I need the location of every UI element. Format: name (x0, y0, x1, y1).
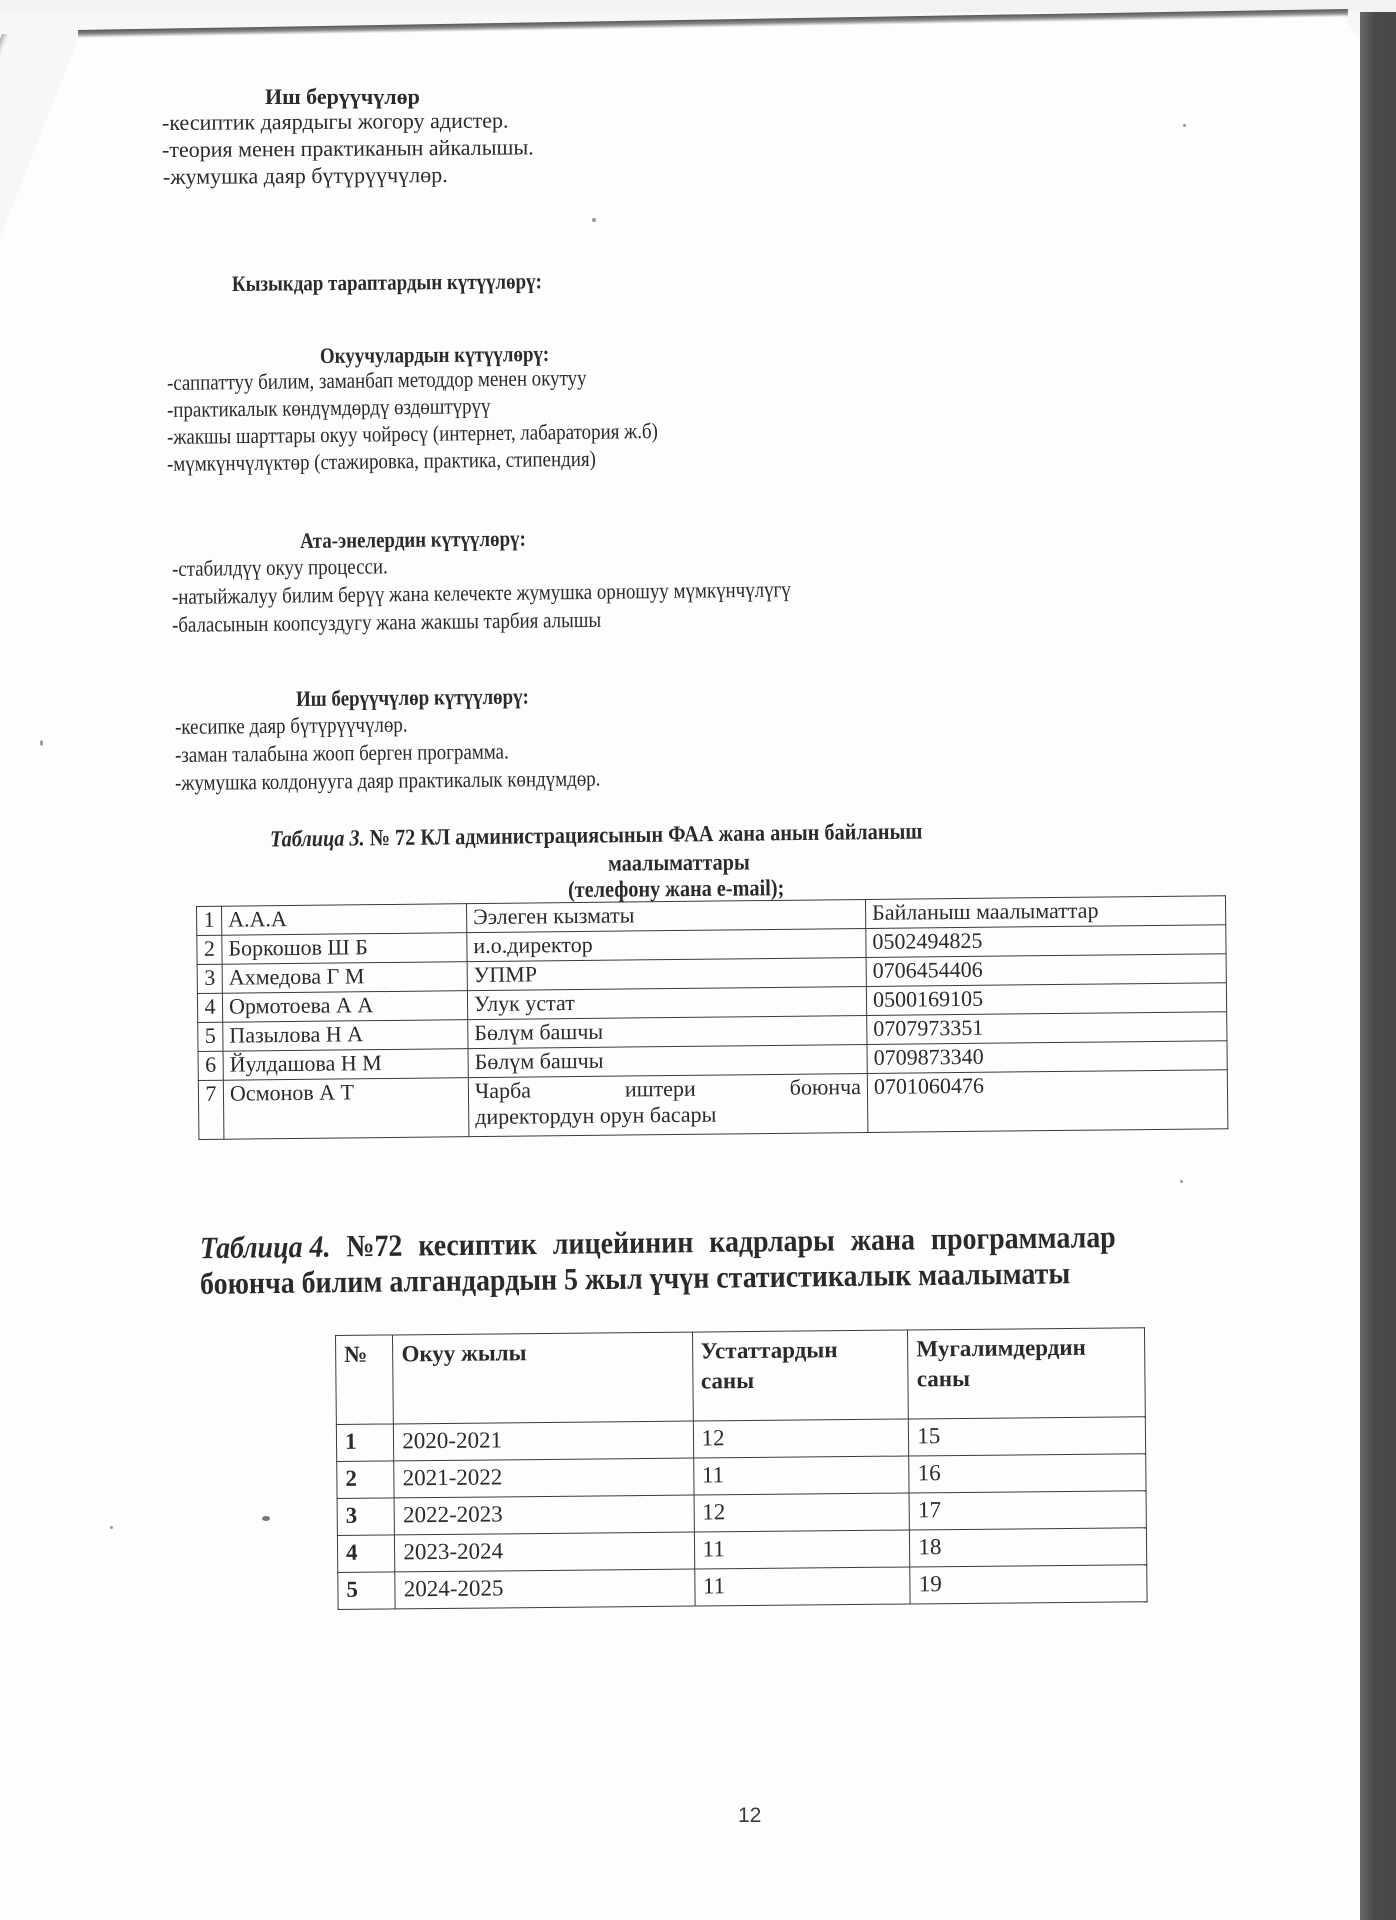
scan-speck (262, 1516, 270, 1521)
table-row (198, 1070, 1228, 1140)
employers-expectations-item-text: -заман талабына жооп берген программа. (174, 738, 509, 767)
students-heading-text: Окуучулардын күтүүлөрү: (319, 341, 550, 368)
instructors-count: 12 (693, 1419, 909, 1458)
students-item-text: -саппаттуу билим, заманбап методдор менен окутуу (166, 364, 587, 395)
staff-phone: 0502494825 (866, 925, 1226, 958)
row-number: 4 (337, 1535, 395, 1573)
staff-phone: 0706454406 (866, 954, 1226, 987)
row-number: 7 (198, 1080, 224, 1139)
position-word: боюнча (789, 1074, 862, 1100)
academic-year: 2021-2022 (394, 1458, 694, 1498)
table4-caption-line2-text: боюнча билим алгандардын 5 жыл үчүн статистикалык маалыматы (199, 1255, 1071, 1301)
stakeholders-heading (232, 268, 592, 297)
position-word: иштери (624, 1075, 696, 1102)
column-header-instructors-count (692, 1330, 909, 1421)
staff-position (468, 1073, 868, 1136)
students-item-text: -жакшы шарттары окуу чойрөсү (интернет, лабаратория ж.б) (166, 418, 658, 449)
table-row (338, 1565, 1147, 1610)
teachers-count: 17 (909, 1491, 1146, 1530)
table3-caption-text: № 72 КЛ администрациясынын ФАА жана анын байланыш (364, 818, 923, 851)
students-item (167, 364, 655, 396)
administration-contacts-table (196, 895, 1228, 1140)
row-number: 1 (197, 906, 222, 935)
employers-expectations-item-text: -кесипке даяр бүтүрүүчүлөр. (174, 711, 408, 739)
column-header-academic-year: Окуу жылы (393, 1332, 693, 1424)
table3-caption-line1 (270, 817, 1012, 852)
row-number: 2 (337, 1461, 395, 1499)
students-item (167, 392, 543, 423)
staff-position: Бөлүм башчы (468, 1015, 867, 1048)
table-header-row (336, 1328, 1146, 1425)
instructors-count: 12 (694, 1493, 910, 1532)
scan-speck (40, 740, 43, 746)
instructors-count: 11 (694, 1567, 910, 1606)
teachers-count: 18 (910, 1528, 1147, 1567)
staff-name: Пазылова Н А (223, 1020, 468, 1052)
table3-caption-line2 (608, 849, 769, 876)
header-text: Мугалимдердин (916, 1334, 1086, 1362)
employers-item: -кесиптик даярдыгы жогору адистер. (161, 107, 509, 135)
students-item (167, 445, 666, 477)
staff-phone: 0707973351 (867, 1012, 1227, 1045)
row-number: 5 (338, 1572, 396, 1610)
academic-year: 2022-2023 (394, 1495, 694, 1535)
academic-year: 2023-2024 (395, 1532, 695, 1572)
employers-expectations-item (175, 711, 446, 740)
employers-item: -жумушка даяр бүтүрүүчүлөр. (162, 162, 448, 189)
column-header-teachers-count (908, 1328, 1146, 1419)
employers-expectations-heading (296, 683, 567, 712)
header-text: саны (916, 1365, 971, 1392)
header-text: саны (700, 1367, 755, 1394)
students-item-text: -практикалык көндүмдөрдү өздөштүрүү (166, 393, 491, 422)
staff-name: Йулдашова Н М (223, 1049, 468, 1081)
staff-statistics-table (335, 1327, 1148, 1610)
students-item-text: -мүмкүнчүлүктөр (стажировка, практика, стипендия) (166, 445, 597, 476)
scan-speck (592, 218, 596, 222)
parents-item-text: -натыйжалуу билим берүү жана келечекте жумушка орношуу мүмкүнчүлүгү (171, 576, 791, 609)
parents-heading (300, 525, 563, 554)
table3-caption-line2-text: маалыматтары (607, 849, 750, 876)
staff-position: Бөлүм башчы (468, 1044, 867, 1077)
staff-position: УПМР (467, 957, 866, 990)
column-header-name: А.А.А (222, 904, 467, 936)
staff-position: Улук устат (467, 986, 866, 1019)
row-number: 3 (197, 964, 222, 993)
table3-caption-line3 (568, 875, 814, 903)
staff-phone: 0709873340 (867, 1041, 1227, 1074)
staff-phone: 0500169105 (866, 983, 1226, 1016)
staff-position: и.о.директор (467, 928, 866, 961)
instructors-count: 11 (693, 1456, 909, 1495)
staff-name: Ормотоева А А (222, 991, 467, 1023)
table4-caption-label: Таблица 4. (199, 1228, 331, 1266)
row-number: 5 (198, 1022, 223, 1051)
teachers-count: 19 (910, 1565, 1147, 1604)
table4-caption-text: №72 кесиптик лицейинин кадрлары жана программалар (330, 1219, 1116, 1264)
row-number: 2 (197, 935, 222, 964)
column-header-position: Ээлеген кызматы (466, 899, 865, 932)
parents-item (172, 606, 671, 638)
staff-name: Осмонов А Т (223, 1078, 469, 1140)
employers-expectations-item (175, 765, 670, 796)
teachers-count: 15 (909, 1417, 1146, 1456)
table3-caption-label: Таблица 3. (269, 825, 365, 852)
staff-name: Ахмедова Г М (222, 962, 467, 994)
stakeholders-heading-text: Кызыкдар тараптардын күтүүлөрү: (231, 268, 542, 296)
employers-heading: Иш берүүчүлөр (265, 84, 420, 109)
staff-position-line1 (475, 1074, 861, 1104)
staff-position-line2: директордун орун басары (475, 1101, 717, 1130)
row-number: 4 (197, 993, 222, 1022)
scan-speck (1180, 1180, 1183, 1183)
academic-year: 2024-2025 (395, 1569, 695, 1609)
table3-caption-line3-text: (телефону жана e-mail); (567, 875, 785, 903)
staff-phone: 0701060476 (867, 1070, 1228, 1133)
header-text: Устаттардын (700, 1337, 838, 1364)
staff-name: Боркошов Ш Б (222, 933, 467, 965)
employers-expectations-heading-text: Иш берүүчүлөр күтүүлөрү: (295, 683, 529, 711)
parents-item (172, 553, 423, 582)
position-word: Чарба (474, 1077, 532, 1104)
employers-expectations-item (175, 738, 563, 768)
column-header-contact: Байланыш маалыматтар (865, 896, 1225, 929)
row-number: 6 (198, 1051, 223, 1080)
scan-speck (110, 1526, 113, 1529)
instructors-count: 11 (694, 1530, 910, 1569)
employers-item: -теория менен практиканын айкалышы. (161, 134, 534, 162)
row-number: 1 (336, 1424, 394, 1462)
academic-year: 2020-2021 (394, 1421, 694, 1461)
teachers-count: 16 (909, 1454, 1146, 1493)
employers-expectations-item-text: -жумушка колдонууга даяр практикалык көндүмдөр. (174, 765, 601, 795)
scan-speck (1183, 124, 1186, 127)
parents-item-text: -баласынын коопсуздугу жана жакшы тарбия алышы (171, 606, 602, 637)
row-number: 3 (337, 1498, 395, 1536)
page-number: 12 (738, 1804, 762, 1827)
column-header-number: № (336, 1335, 394, 1425)
parents-heading-text: Ата-энелердин күтүүлөрү: (299, 525, 526, 553)
parents-item-text: -стабилдүү окуу процесси. (171, 553, 388, 581)
